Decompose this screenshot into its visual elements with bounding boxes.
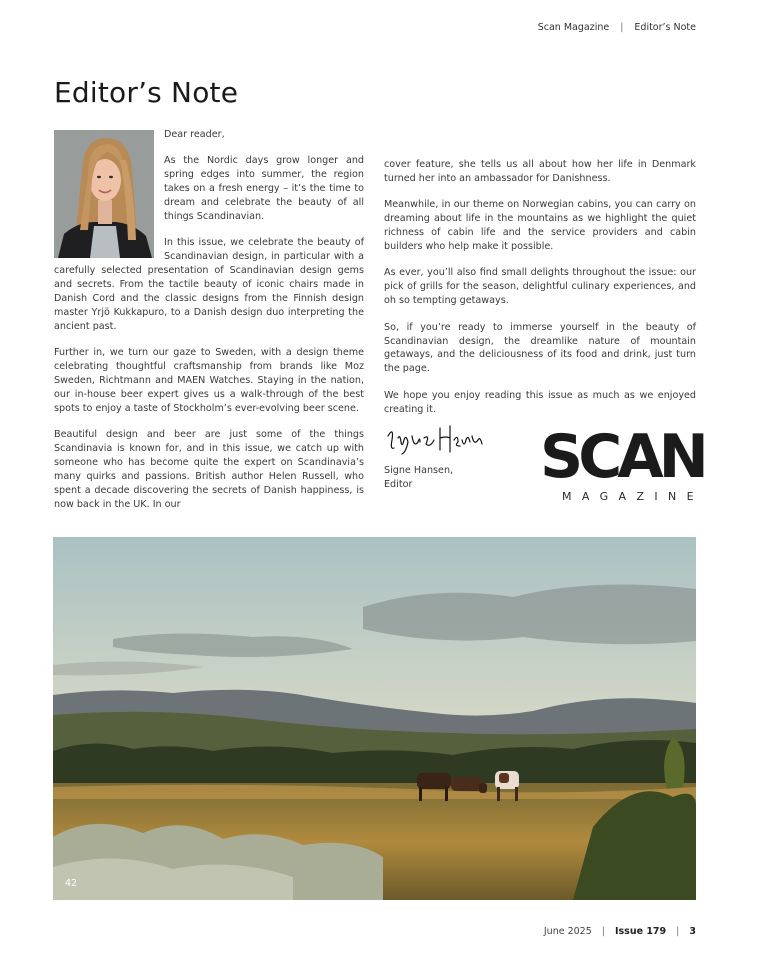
handwritten-signature [384, 422, 484, 458]
footer-separator: | [601, 926, 605, 937]
paragraph: Further in, we turn our gaze to Sweden, with a design theme celebrating thoughtful craftsmanship from brands like Moz Sweden, Richtmann and MAEN Watches. Staying in the nation, our in-house beer expert gives us a walk-through of the best spots to enjoy a taste of Stockholm’s ever-evolving beer scene. [54, 347, 364, 414]
header-separator: | [620, 22, 624, 33]
editor-name: Signe Hansen, [384, 465, 454, 476]
section-name: Editor’s Note [634, 22, 696, 33]
paragraph: cover feature, she tells us all about how her life in Denmark turned her into an ambassador for Danishness. [384, 159, 696, 184]
logo-subline: MAGAZINE [561, 490, 704, 503]
issue-number: Issue 179 [614, 926, 667, 937]
editor-portrait [54, 130, 154, 258]
page-title: Editor’s Note [54, 76, 239, 109]
left-column [54, 128, 364, 524]
editor-role: Editor [384, 478, 413, 490]
landscape-photo [53, 537, 696, 900]
page-footer [544, 926, 696, 937]
footer-separator: | [676, 926, 680, 937]
issue-date: June 2025 [543, 926, 592, 937]
paragraph: As the Nordic days grow longer and spring edges into summer, the region takes on a fresh energy – it’s the time to dream and celebrate the beauty of all things Scandinavian. [164, 155, 364, 223]
paragraph: As ever, you’ll also find small delights throughout the issue: our pick of grills for the season, delightful culinary experiences, and oh so tempting getaways. [384, 267, 696, 307]
paragraph: So, if you’re ready to immerse yourself in the beauty of Scandinavian design, the dreamlike nature of mountain getaways, and the deliciousness of its food and drink, just turn the page. [384, 321, 696, 375]
photo-page-number: 42 [65, 878, 78, 889]
signature-block [384, 422, 534, 492]
greeting: Dear reader, [164, 129, 225, 140]
scan-magazine-logo [540, 422, 704, 506]
right-column [384, 158, 696, 429]
running-header [538, 22, 696, 33]
paragraph: Meanwhile, in our theme on Norwegian cabins, you can carry on dreaming about life in the mountains as we highlight the quiet richness of cabin life and the service providers and cabin builders who help make it possible. [384, 199, 696, 253]
paragraph: In this issue, we celebrate the beauty of Scandinavian design, in particular with a carefully selected presentation of Scandinavian design gems and secrets. From the tactile beauty of iconic chairs made in Danish Cord and the classic designs from the Finnish design master Yrjö Kukkapuro, to a Danish design duo interpreting the ancient past. [54, 237, 364, 332]
page-number: 3 [689, 926, 696, 937]
publication-name: Scan Magazine [537, 22, 610, 33]
logo-wordmark: SCAN [540, 422, 704, 492]
paragraph: Beautiful design and beer are just some of the things Scandinavia is known for, and in this issue, we catch up with someone who has become quite the expert on Scandinavia’s many quirks and passions. British author Helen Russell, who spent a decade discovering the secrets of Danish happiness, is now back in the UK. In our [54, 429, 364, 510]
editor-signoff [384, 464, 534, 492]
paragraph: We hope you enjoy reading this issue as much as we enjoyed creating it. [384, 389, 696, 415]
